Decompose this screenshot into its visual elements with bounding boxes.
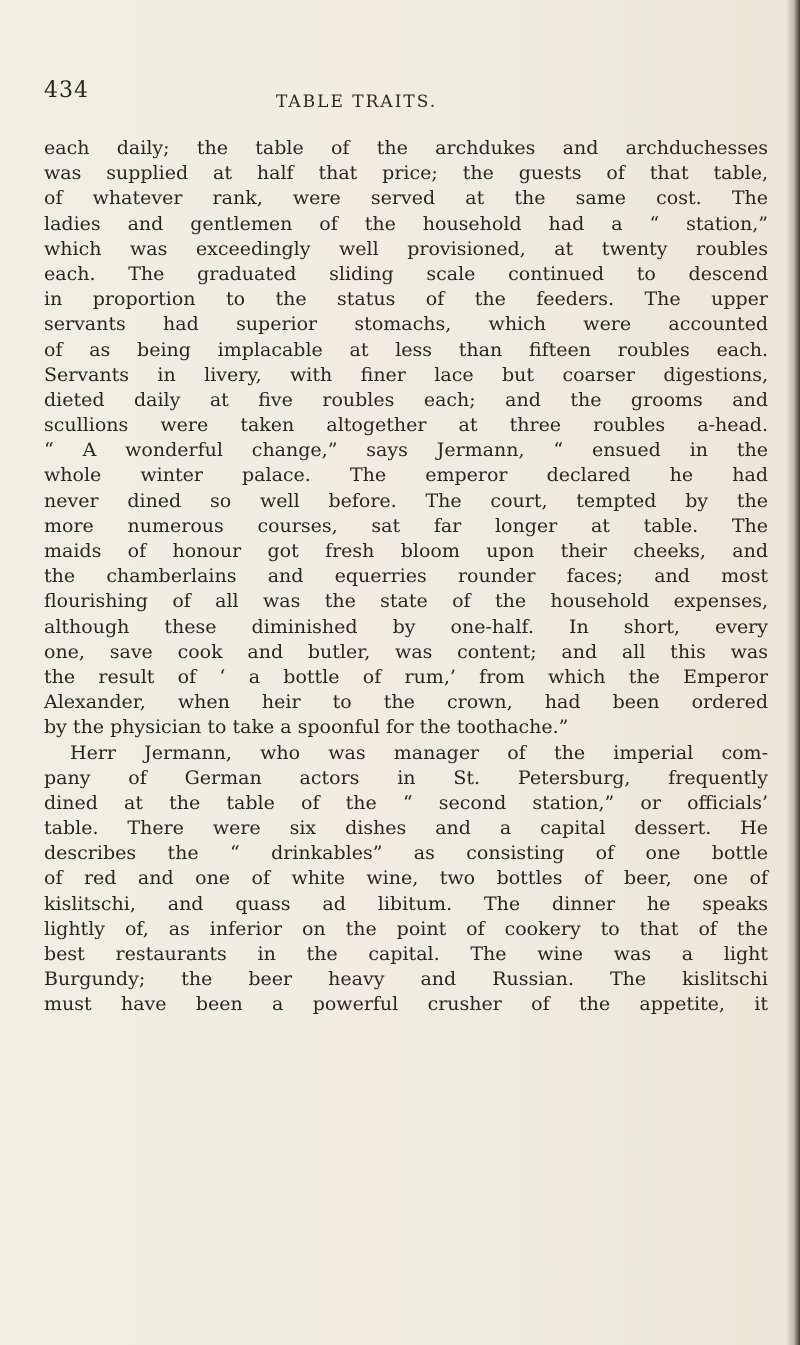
text-line: must have been a powerful crusher of the appetite, it (44, 993, 768, 1016)
text-line: never dined so well before. The court, tempted by the (44, 489, 768, 512)
text-line: although these diminished by one-half. In short, every (44, 615, 768, 638)
text-line: the result of ‘ a bottle of rum,’ from which the Emperor (44, 665, 768, 688)
text-line: “ A wonderful change,” says Jermann, “ ensued in the (44, 439, 768, 462)
text-line: best restaurants in the capital. The wine was a light (44, 943, 768, 965)
text-line: of as being implacable at less than fifteen roubles each. (44, 338, 768, 361)
text-line: pany of German actors in St. Petersburg, frequently (44, 766, 768, 789)
text-line: lightly of, as inferior on the point of cookery to that of the (44, 917, 768, 940)
text-line: which was exceedingly well provisioned, at twenty roubles (44, 237, 768, 260)
text-line: servants had superior stomachs, which were accounted (44, 313, 768, 336)
text-line: flourishing of all was the state of the household expenses, (44, 590, 768, 613)
text-line: describes the “ drinkables” as consisting of one bottle (44, 842, 768, 865)
text-line: more numerous courses, sat far longer at table. The (44, 514, 768, 537)
text-line: of red and one of white wine, two bottles of beer, one of (44, 867, 768, 890)
text-line: in proportion to the status of the feeders. The upper (44, 288, 768, 311)
page-edge-shadow (786, 0, 800, 1345)
body-text (44, 136, 768, 1018)
text-line: whole winter palace. The emperor declared he had (44, 464, 768, 487)
running-title: TABLE TRAITS. (276, 92, 438, 112)
text-line: each daily; the table of the archdukes and archduchesses (44, 137, 768, 159)
page-number: 434 (44, 78, 89, 103)
text-line: ladies and gentlemen of the household had a “ station,” (44, 212, 768, 235)
text-line: was supplied at half that price; the guests of that table, (44, 162, 768, 185)
text-line: maids of honour got fresh bloom upon their cheeks, and (44, 540, 768, 562)
text-line: by the physician to take a spoonful for the toothache.” (44, 716, 569, 739)
running-head (44, 78, 744, 112)
text-line: of whatever rank, were served at the same cost. The (44, 187, 768, 210)
text-line: kislitschi, and quass ad libitum. The dinner he speaks (44, 892, 768, 915)
text-line: scullions were taken altogether at three roubles a-head. (44, 414, 768, 437)
text-line: Alexander, when heir to the crown, had been ordered (44, 691, 768, 714)
text-line: each. The graduated sliding scale continued to descend (44, 262, 768, 285)
text-line: the chamberlains and equerries rounder faces; and most (44, 565, 768, 588)
text-line: dieted daily at five roubles each; and the grooms and (44, 388, 768, 411)
text-line: Burgundy; the beer heavy and Russian. The kislitschi (44, 968, 768, 991)
text-line: Servants in livery, with finer lace but coarser digestions, (44, 363, 768, 386)
text-line: one, save cook and butler, was content; and all this was (44, 640, 768, 663)
text-line: dined at the table of the “ second station,” or officials’ (44, 791, 768, 814)
text-line: table. There were six dishes and a capital dessert. He (44, 817, 768, 840)
paragraph-start-line: Herr Jermann, who was manager of the imperial com- (70, 741, 768, 764)
